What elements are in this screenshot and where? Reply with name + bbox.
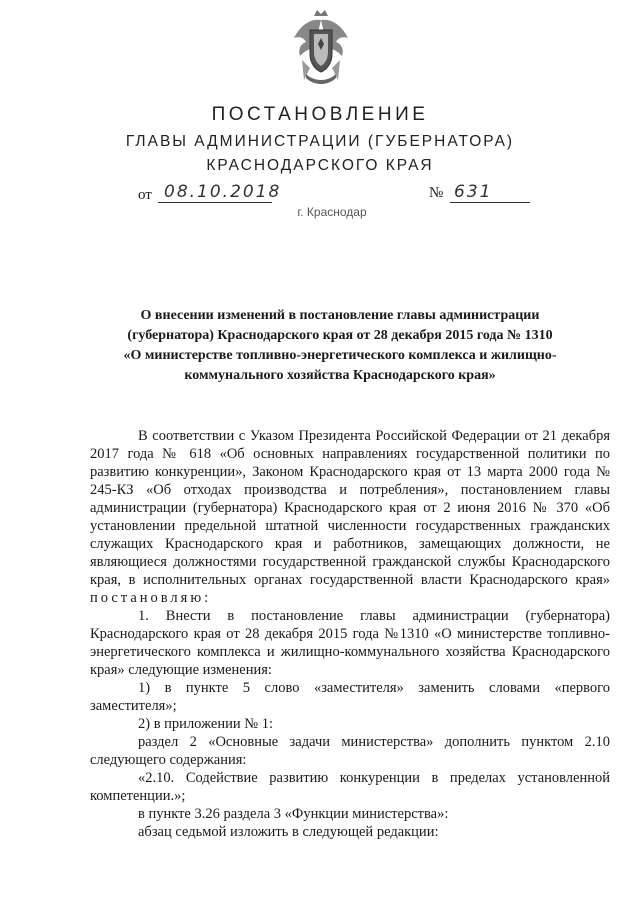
title-line: коммунального хозяйства Краснодарского края» <box>184 368 496 383</box>
title-line: (губернатора) Краснодарского края от 28 декабря 2015 года № 1310 <box>127 328 553 343</box>
preamble-text: В соответствии с Указом Президента Российской Федерации от 21 декабря 2017 года № 618 «Об основных направлениях государственной политики по развитию конкуренции», Законом Краснодарского края от 13 марта 2000 года № 245-КЗ «Об отходах производства и потребления», постановлением главы администрации (губернатора) Краснодарского края от 2 июня 2016 № 370 «Об установлении предельной штатной численности государственных гражданских служащих Краснодарского края и работников, замещающих должности, не являющиеся должностями государственной гражданской службы Краснодарского края, в исполнительных органах государственной власти Краснодарского края» <box>90 428 610 588</box>
number-label: № <box>429 185 444 201</box>
document-number: 631 <box>450 182 530 203</box>
title-line: «О министерстве топливно-энергетического комплекса и жилищно- <box>123 348 557 363</box>
issuer-heading: ГЛАВЫ АДМИНИСТРАЦИИ (ГУБЕРНАТОРА) <box>125 133 515 150</box>
document-date: 08.10.2018 <box>158 182 272 203</box>
coat-of-arms-emblem <box>290 8 352 86</box>
document-title <box>100 306 580 386</box>
region-heading: КРАСНОДАРСКОГО КРАЯ <box>206 157 434 174</box>
subclause-2: 2) в приложении № 1: <box>138 716 273 732</box>
city-name: г. Краснодар <box>297 205 367 219</box>
document-type-heading: ПОСТАНОВЛЕНИЕ <box>211 104 429 125</box>
section-2-amendment: раздел 2 «Основные задачи министерства» дополнить пунктом 2.10 следующего содержания: <box>90 734 610 768</box>
resolution-word: постановляю: <box>90 590 212 606</box>
clause-1: 1. Внести в постановление главы администрации (губернатора) Краснодарского края от 28 декабря 2015 года №1310 «О министерстве топливно-энергетического комплекса и жилищно-коммунального хозяйства Краснодарского края» следующие изменения: <box>90 608 610 678</box>
new-clause-2-10: «2.10. Содействие развитию конкуренции в пределах установленной компетенции.»; <box>90 770 610 804</box>
subclause-1: 1) в пункте 5 слово «заместителя» заменить словами «первого заместителя»; <box>90 680 610 714</box>
date-label: от <box>138 187 152 203</box>
title-line: О внесении изменений в постановление главы администрации <box>140 308 540 323</box>
clause-3-26-amendment: в пункте 3.26 раздела 3 «Функции министерства»: <box>138 806 449 822</box>
preamble-paragraph <box>90 427 610 607</box>
paragraph-7-amendment: абзац седьмой изложить в следующей редакции: <box>138 824 439 840</box>
document-body <box>90 427 610 841</box>
